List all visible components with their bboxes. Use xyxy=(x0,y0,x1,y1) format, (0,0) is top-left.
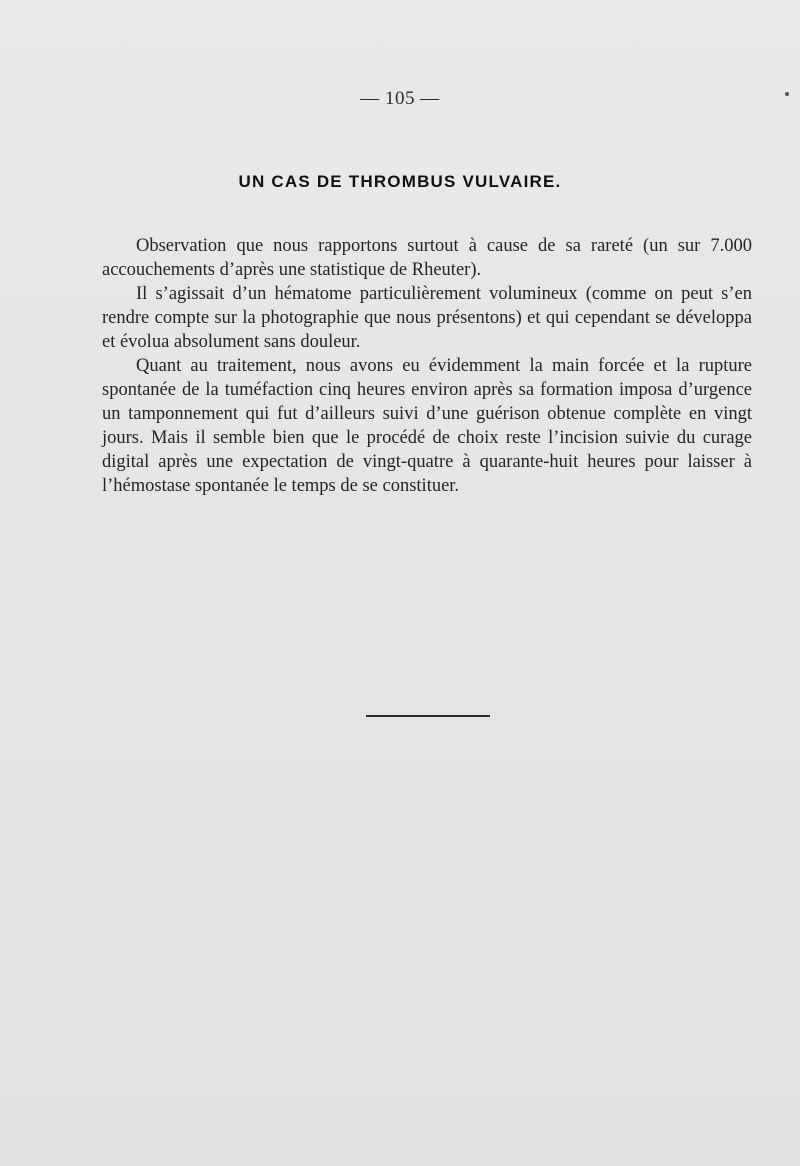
paragraph: Quant au traitement, nous avons eu évidemment la main forcée et la rupture spontanée de la tuméfaction cinq heures environ après sa formation imposa d’urgence un tamponnement qui fut d’ailleurs suivi d’une guérison obtenue complète en vingt jours. Mais il semble bien que le procédé de choix reste l’incision suivie du curage digital après une expectation de vingt-quatre à quarante-huit heures pour laisser à l’hémostase spontanée le temps de se constituer. xyxy=(102,356,752,496)
paragraph: Observation que nous rapportons surtout à cause de sa rareté (un sur 7.000 accouchements d’après une statistique de Rheuter). xyxy=(102,236,752,280)
page-number: — 105 — xyxy=(360,88,440,109)
body-text xyxy=(102,234,752,498)
paragraph: Il s’agissait d’un hématome particulièrement volumineux (comme on peut s’en rendre compte sur la photographie que nous présentons) et qui cependant se développa et évolua absolument sans douleur. xyxy=(102,284,752,352)
section-title: UN CAS DE THROMBUS VULVAIRE. xyxy=(238,172,562,191)
end-rule xyxy=(366,715,490,717)
print-speck xyxy=(785,92,789,96)
